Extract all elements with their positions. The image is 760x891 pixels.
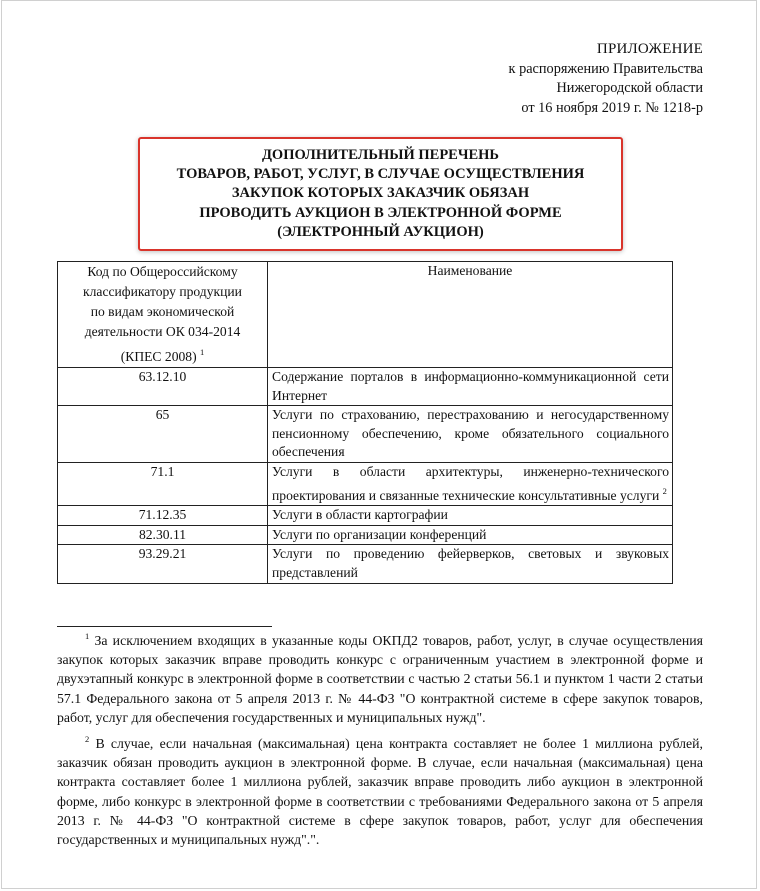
footnote-1 bbox=[57, 627, 703, 727]
header-code-line-1: Код по Общероссийскому bbox=[87, 264, 238, 279]
appendix-line-1: к распоряжению Правительства bbox=[508, 60, 703, 77]
row-name-cell bbox=[268, 462, 673, 505]
table-row bbox=[58, 406, 673, 463]
footnote-1-text: За исключением входящих в указанные коды ОКПД2 товаров, работ, услуг, в случае осуществления закупок которых заказчик вправе проводить конкурс с ограниченным участием в электронной форме и двухэтапный конкурс в электронной форме в соответствии с частью 2 статьи 56.1 и пунктом 1 части 2 статьи 57.1 Федерального закона от 5 апреля 2013 г. № 44-ФЗ "О контрактной системе в сфере закупок товаров, работ, услуг для обеспечения государственных и муниципальных нужд". bbox=[57, 633, 703, 725]
row-name: Услуги в области картографии bbox=[268, 506, 673, 526]
codes-table bbox=[57, 261, 673, 584]
row-code: 71.12.35 bbox=[58, 506, 268, 526]
table-row bbox=[58, 525, 673, 545]
header-code-cell bbox=[58, 262, 268, 368]
row-name: Услуги по организации конференций bbox=[268, 525, 673, 545]
header-code-line-2: классификатору продукции bbox=[83, 284, 242, 299]
appendix-title: ПРИЛОЖЕНИЕ bbox=[596, 41, 703, 57]
row-code: 63.12.10 bbox=[58, 368, 268, 406]
table-row bbox=[58, 462, 673, 505]
row-name: Услуги по страхованию, перестрахованию и негосударственному пенсионному обеспечению, кроме обязательного социального обеспечения bbox=[268, 406, 673, 463]
footnote-ref-2[interactable]: 2 bbox=[662, 485, 667, 496]
footnote-mark-2: 2 bbox=[85, 734, 90, 745]
appendix-line-2: Нижегородской области bbox=[556, 80, 703, 96]
row-name: Услуги по проведению фейерверков, световых и звуковых представлений bbox=[268, 545, 673, 583]
title-line-2: ТОВАРОВ, РАБОТ, УСЛУГ, В СЛУЧАЕ ОСУЩЕСТВЛЕНИЯ bbox=[176, 166, 585, 183]
table-header-row bbox=[58, 262, 673, 368]
row-code: 82.30.11 bbox=[58, 525, 268, 545]
appendix-line-3: от 16 ноября 2019 г. № 1218-р bbox=[521, 99, 703, 116]
header-code-line-4: деятельности ОК 034-2014 bbox=[84, 324, 241, 339]
table-row bbox=[58, 368, 673, 406]
row-code: 71.1 bbox=[58, 462, 268, 505]
footnote-ref-1[interactable]: 1 bbox=[200, 347, 205, 357]
footnotes bbox=[57, 627, 703, 849]
header-name-cell: Наименование bbox=[268, 262, 673, 368]
row-code: 65 bbox=[58, 406, 268, 463]
footnote-2-text: В случае, если начальная (максимальная) цена контракта составляет не более 1 миллиона рублей, заказчик обязан проводить аукцион в электронной форме. В случае, если начальная (максимальная) цена контракта составляет более 1 миллиона рублей, заказчик вправе проводить либо аукцион в электронной форме, либо конкурс в электронной форме в соответствии с требованиями Федерального закона от 5 апреля 2013 г. № 44-ФЗ "О контрактной системе в сфере закупок товаров, работ, услуг для обеспечения государственных и муниципальных нужд".". bbox=[57, 736, 704, 848]
table-row bbox=[58, 545, 673, 583]
row-code: 93.29.21 bbox=[58, 545, 268, 583]
appendix-header bbox=[509, 40, 703, 118]
title-line-1: ДОПОЛНИТЕЛЬНЫЙ ПЕРЕЧЕНЬ bbox=[261, 146, 500, 163]
row-name: Содержание порталов в информационно-коммуникационной сети Интернет bbox=[268, 368, 673, 406]
footnote-2 bbox=[57, 730, 703, 849]
title-line-4: ПРОВОДИТЬ АУКЦИОН В ЭЛЕКТРОННОЙ ФОРМЕ bbox=[199, 204, 562, 221]
row-name: Услуги в области архитектуры, инженерно-технического проектирования и связанные технические консультативные услуги bbox=[272, 463, 669, 503]
title-line-5: (ЭЛЕКТРОННЫЙ АУКЦИОН) bbox=[277, 223, 484, 240]
header-code-line-3: по видам экономической bbox=[90, 304, 235, 319]
footnote-mark-1: 1 bbox=[85, 631, 90, 641]
table-row bbox=[58, 506, 673, 526]
document-title-box bbox=[138, 137, 623, 251]
title-line-3: ЗАКУПОК КОТОРЫХ ЗАКАЗЧИК ОБЯЗАН bbox=[231, 185, 530, 202]
header-code-line-5: (КПЕС 2008) bbox=[120, 349, 197, 364]
